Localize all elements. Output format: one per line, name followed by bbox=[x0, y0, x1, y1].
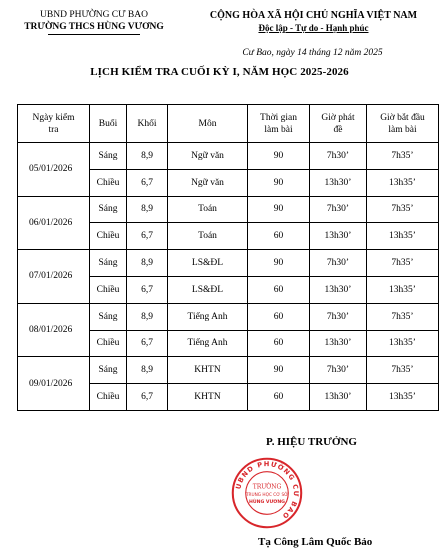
session-cell: Sáng bbox=[90, 357, 127, 384]
national-motto: Độc lập - Tự do - Hạnh phúc bbox=[258, 23, 369, 33]
exam-schedule-table bbox=[17, 104, 439, 411]
issue-date: Cư Bao, ngày 14 tháng 12 năm 2025 bbox=[242, 48, 383, 58]
start-time-cell: 13h35’ bbox=[367, 276, 439, 303]
session-cell: Sáng bbox=[90, 143, 127, 170]
stamp-center-line-2: TRUNG HỌC CƠ SỞ bbox=[245, 492, 289, 498]
stamp-center-line-3: HÙNG VƯƠNG bbox=[249, 500, 285, 506]
stamp-center-line-1: TRƯỜNG bbox=[252, 483, 282, 491]
release-time-cell: 13h30’ bbox=[310, 330, 367, 357]
duration-cell: 90 bbox=[248, 196, 310, 223]
session-cell: Sáng bbox=[90, 303, 127, 330]
col-header-duration: Thời gian làm bài bbox=[248, 105, 310, 143]
subject-cell: Tiếng Anh bbox=[168, 330, 248, 357]
session-cell: Sáng bbox=[90, 196, 127, 223]
grade-cell: 8,9 bbox=[127, 303, 168, 330]
duration-cell: 90 bbox=[248, 250, 310, 277]
col-header-start: Giờ bắt đầu làm bài bbox=[367, 105, 439, 143]
session-cell: Chiều bbox=[90, 384, 127, 411]
col-header-release: Giờ phát đề bbox=[310, 105, 367, 143]
release-time-cell: 13h30’ bbox=[310, 223, 367, 250]
official-stamp-icon bbox=[230, 456, 304, 530]
session-cell: Sáng bbox=[90, 250, 127, 277]
agency-name: UBND PHƯỜNG CƯ BAO bbox=[40, 10, 148, 20]
duration-cell: 60 bbox=[248, 384, 310, 411]
exam-date: 09/01/2026 bbox=[18, 357, 90, 411]
document-title: LỊCH KIỂM TRA CUỐI KỲ I, NĂM HỌC 2025-2026 bbox=[90, 66, 349, 78]
duration-cell: 90 bbox=[248, 143, 310, 170]
duration-cell: 60 bbox=[248, 276, 310, 303]
exam-date: 07/01/2026 bbox=[18, 250, 90, 304]
national-header bbox=[188, 9, 439, 35]
signer-name: Tạ Công Lâm Quốc Bảo bbox=[258, 536, 373, 548]
duration-cell: 60 bbox=[248, 303, 310, 330]
col-header-date: Ngày kiểm tra bbox=[18, 105, 90, 143]
grade-cell: 8,9 bbox=[127, 196, 168, 223]
grade-cell: 6,7 bbox=[127, 276, 168, 303]
start-time-cell: 13h35’ bbox=[367, 223, 439, 250]
start-time-cell: 7h35’ bbox=[367, 303, 439, 330]
grade-cell: 6,7 bbox=[127, 330, 168, 357]
table-row bbox=[18, 303, 439, 330]
stamp-ring-text: UBND PHƯỜNG CƯ BAO bbox=[234, 460, 300, 521]
table-row bbox=[18, 250, 439, 277]
school-name: TRƯỜNG THCS HÙNG VƯƠNG bbox=[24, 22, 164, 32]
duration-cell: 60 bbox=[248, 330, 310, 357]
exam-date: 05/01/2026 bbox=[18, 143, 90, 197]
grade-cell: 8,9 bbox=[127, 143, 168, 170]
exam-date: 08/01/2026 bbox=[18, 303, 90, 357]
subject-cell: KHTN bbox=[168, 384, 248, 411]
subject-cell: LS&ĐL bbox=[168, 276, 248, 303]
start-time-cell: 7h35’ bbox=[367, 143, 439, 170]
table-row bbox=[18, 357, 439, 384]
session-cell: Chiều bbox=[90, 223, 127, 250]
grade-cell: 6,7 bbox=[127, 223, 168, 250]
duration-cell: 90 bbox=[248, 357, 310, 384]
table-row bbox=[18, 196, 439, 223]
release-time-cell: 7h30’ bbox=[310, 250, 367, 277]
grade-cell: 8,9 bbox=[127, 357, 168, 384]
start-time-cell: 13h35’ bbox=[367, 169, 439, 196]
release-time-cell: 13h30’ bbox=[310, 384, 367, 411]
grade-cell: 8,9 bbox=[127, 250, 168, 277]
subject-cell: LS&ĐL bbox=[168, 250, 248, 277]
table-header-row bbox=[18, 105, 439, 143]
country-name: CỘNG HÒA XÃ HỘI CHỦ NGHĨA VIỆT NAM bbox=[209, 10, 418, 21]
session-cell: Chiều bbox=[90, 330, 127, 357]
col-header-session: Buổi bbox=[90, 105, 127, 143]
duration-cell: 90 bbox=[248, 169, 310, 196]
col-header-subject: Môn bbox=[168, 105, 248, 143]
start-time-cell: 7h35’ bbox=[367, 250, 439, 277]
table-row bbox=[18, 143, 439, 170]
subject-cell: Toán bbox=[168, 223, 248, 250]
subject-cell: Ngữ văn bbox=[168, 169, 248, 196]
exam-date: 06/01/2026 bbox=[18, 196, 90, 250]
start-time-cell: 13h35’ bbox=[367, 330, 439, 357]
col-header-grade: Khối bbox=[127, 105, 168, 143]
signer-title: P. HIỆU TRƯỞNG bbox=[266, 436, 357, 448]
release-time-cell: 7h30’ bbox=[310, 303, 367, 330]
release-time-cell: 7h30’ bbox=[310, 196, 367, 223]
session-cell: Chiều bbox=[90, 276, 127, 303]
grade-cell: 6,7 bbox=[127, 384, 168, 411]
grade-cell: 6,7 bbox=[127, 169, 168, 196]
subject-cell: Toán bbox=[168, 196, 248, 223]
session-cell: Chiều bbox=[90, 169, 127, 196]
subject-cell: Tiếng Anh bbox=[168, 303, 248, 330]
subject-cell: Ngữ văn bbox=[168, 143, 248, 170]
release-time-cell: 13h30’ bbox=[310, 169, 367, 196]
school-header bbox=[0, 9, 188, 35]
release-time-cell: 7h30’ bbox=[310, 357, 367, 384]
start-time-cell: 7h35’ bbox=[367, 357, 439, 384]
release-time-cell: 7h30’ bbox=[310, 143, 367, 170]
header-underline bbox=[48, 34, 140, 35]
subject-cell: KHTN bbox=[168, 357, 248, 384]
start-time-cell: 13h35’ bbox=[367, 384, 439, 411]
release-time-cell: 13h30’ bbox=[310, 276, 367, 303]
duration-cell: 60 bbox=[248, 223, 310, 250]
start-time-cell: 7h35’ bbox=[367, 196, 439, 223]
